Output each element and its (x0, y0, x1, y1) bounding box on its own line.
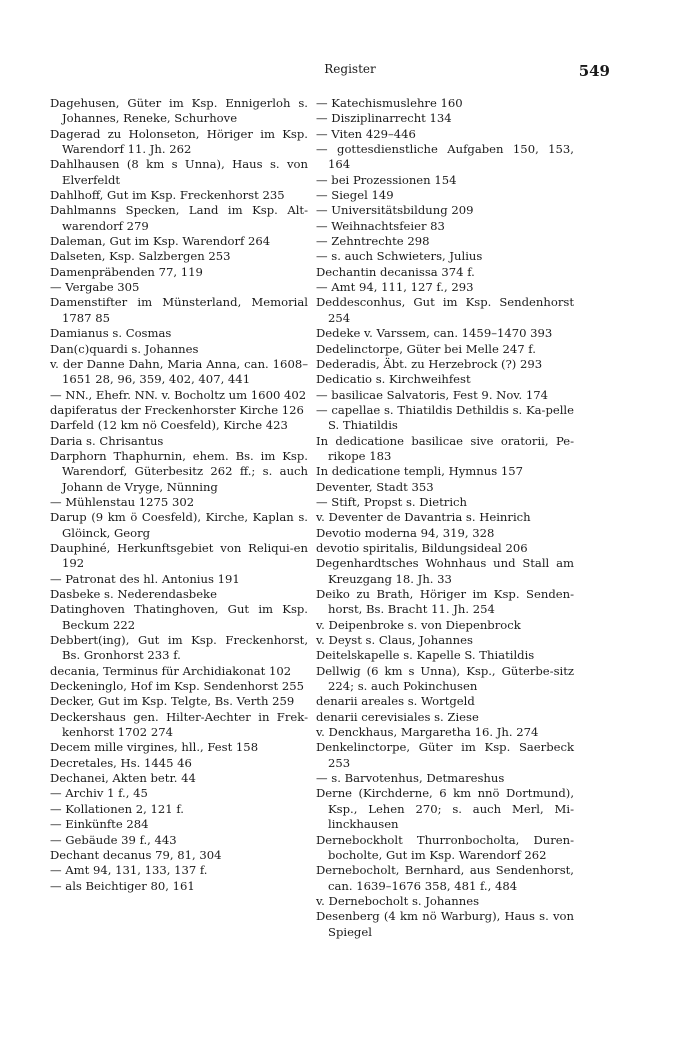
index-entry: Dernebocholt, Bernhard, aus Sendenhorst, can. 1639–1676 358, 481 f., 484 (316, 863, 574, 893)
index-entry: Dernebockholt Thurronbocholta, Duren-bocholte, Gut im Ksp. Warendorf 262 (316, 832, 574, 862)
register-column-right (316, 96, 574, 940)
register-column-left (50, 96, 308, 894)
index-entry: Dahlhausen (8 km s Unna), Haus s. von Elverfeldt (50, 157, 308, 187)
index-entry: v. Deventer de Davantria s. Heinrich (316, 510, 531, 525)
index-entry: — s. Barvotenhus, Detmareshus (316, 771, 505, 786)
index-entry: Daria s. Chrisantus (50, 433, 164, 448)
index-entry: — Siegel 149 (316, 188, 394, 203)
index-entry: dapiferatus der Freckenhorster Kirche 126 (50, 402, 304, 417)
index-entry: Damenstifter im Münsterland, Memorial 1787 85 (50, 295, 308, 325)
index-entry: — Gebäude 39 f., 443 (50, 832, 177, 847)
index-entry: Decem mille virgines, hll., Fest 158 (50, 740, 259, 755)
index-entry: Dedelinctorpe, Güter bei Melle 247 f. (316, 341, 536, 356)
index-entry: Debbert(ing), Gut im Ksp. Freckenhorst, Bs. Gronhorst 233 f. (50, 633, 308, 663)
index-entry: — Weihnachtsfeier 83 (316, 218, 445, 233)
index-entry: Dauphiné, Herkunftsgebiet von Reliqui-en 192 (50, 540, 308, 571)
index-entry: Dellwig (6 km s Unna), Ksp., Güterbe-sitz 224; s. auch Pokinchusen (316, 663, 574, 694)
index-entry: Derne (Kirchderne, 6 km nnö Dortmund), Ksp., Lehen 270; s. auch Merl, Mi-linckhausen (316, 786, 574, 832)
index-entry: Dechanei, Akten betr. 44 (50, 771, 196, 786)
index-entry: Desenberg (4 km nö Warburg), Haus s. von Spiegel (316, 909, 574, 939)
index-entry: — gottesdienstliche Aufgaben 150, 153, 164 (316, 142, 574, 172)
index-entry: — Archiv 1 f., 45 (50, 786, 148, 801)
index-entry: — Mühlenstau 1275 302 (50, 494, 195, 509)
index-entry: Degenhardtsches Wohnhaus und Stall am Kreuzgang 18. Jh. 33 (316, 556, 574, 586)
index-entry: Dechant decanus 79, 81, 304 (50, 847, 222, 862)
index-entry: Deiko zu Brath, Höriger im Ksp. Senden-horst, Bs. Bracht 11. Jh. 254 (316, 587, 574, 617)
index-entry: Dan(c)quardi s. Johannes (50, 341, 199, 356)
index-entry: — Katechismuslehre 160 (316, 96, 463, 110)
index-entry: Denkelinctorpe, Güter im Ksp. Saerbeck 253 (316, 740, 574, 770)
index-entry: Deddesconhus, Gut im Ksp. Sendenhorst 254 (316, 295, 574, 325)
index-entry: Devotio moderna 94, 319, 328 (316, 525, 495, 540)
index-entry: Dedicatio s. Kirchweihfest (316, 372, 471, 387)
index-entry: v. Deyst s. Claus, Johannes (316, 633, 473, 648)
index-entry: — Kollationen 2, 121 f. (50, 801, 184, 816)
index-entry: Dalseten, Ksp. Salzbergen 253 (50, 249, 231, 264)
index-entry: — Viten 429–446 (316, 126, 416, 141)
index-entry: — basilicae Salvatoris, Fest 9. Nov. 174 (316, 387, 548, 402)
index-entry: Dahlhoff, Gut im Ksp. Freckenhorst 235 (50, 188, 285, 203)
index-entry: Dechantin decanissa 374 f. (316, 264, 475, 279)
index-entry: v. Deipenbroke s. von Diepenbrock (316, 617, 521, 632)
index-entry: Deckershaus gen. Hilter-Aechter in Frek-kenhorst 1702 274 (50, 709, 308, 740)
index-entry: Deckeninglo, Hof im Ksp. Sendenhorst 255 (50, 679, 304, 694)
index-entry: Damenpräbenden 77, 119 (50, 264, 203, 279)
index-entry: — Amt 94, 131, 133, 137 f. (50, 863, 208, 878)
index-entry: — Disziplinarrecht 134 (316, 111, 452, 126)
index-entry: Dagehusen, Güter im Ksp. Ennigerloh s. Johannes, Reneke, Schurhove (50, 96, 308, 126)
index-entry: Dahlmanns Specken, Land im Ksp. Alt-warendorf 279 (50, 203, 308, 233)
index-entry: denarii cerevisiales s. Ziese (316, 709, 479, 724)
index-entry: — Vergabe 305 (50, 280, 140, 295)
index-entry: — capellae s. Thiatildis Dethildis s. Ka-pelle S. Thiatildis (316, 402, 574, 433)
index-entry: — NN., Ehefr. NN. v. Bocholtz um 1600 402 (50, 387, 307, 402)
index-entry: — bei Prozessionen 154 (316, 172, 457, 187)
page-header (0, 62, 700, 82)
index-entry: Decretales, Hs. 1445 46 (50, 755, 192, 770)
index-entry: Decker, Gut im Ksp. Telgte, Bs. Verth 259 (50, 694, 295, 709)
index-entry: — s. auch Schwieters, Julius (316, 249, 483, 264)
index-entry: Deitelskapelle s. Kapelle S. Thiatildis (316, 648, 535, 663)
index-entry: decania, Terminus für Archidiakonat 102 (50, 663, 292, 678)
index-entry: denarii areales s. Wortgeld (316, 694, 475, 709)
index-entry: devotio spiritalis, Bildungsideal 206 (316, 540, 528, 555)
index-entry: — Patronat des hl. Antonius 191 (50, 571, 240, 586)
index-entry: Darphorn Thaphurnin, ehem. Bs. im Ksp. Warendorf, Güterbesitz 262 ff.; s. auch Johann de Vryge, Nünning (50, 448, 308, 494)
index-entry: Datinghoven Thatinghoven, Gut im Ksp. Beckum 222 (50, 602, 308, 632)
index-entry: — Einkünfte 284 (50, 817, 149, 832)
index-entry: Dedeke v. Varssem, can. 1459–1470 393 (316, 326, 553, 341)
index-entry: Deventer, Stadt 353 (316, 479, 434, 494)
index-entry: v. Denckhaus, Margaretha 16. Jh. 274 (316, 725, 539, 740)
index-entry: Dederadis, Äbt. zu Herzebrock (?) 293 (316, 356, 543, 371)
index-entry: Darup (9 km ö Coesfeld), Kirche, Kaplan s. Glöinck, Georg (50, 510, 308, 540)
index-entry: — Zehntrechte 298 (316, 234, 430, 249)
index-entry: v. der Danne Dahn, Maria Anna, can. 1608–1651 28, 96, 359, 402, 407, 441 (50, 356, 308, 387)
index-entry: — Stift, Propst s. Dietrich (316, 494, 468, 509)
index-entry: In dedicatione basilicae sive oratorii, Pe-rikope 183 (316, 433, 574, 463)
index-entry: In dedicatione templi, Hymnus 157 (316, 464, 523, 479)
index-entry: v. Dernebocholt s. Johannes (316, 893, 480, 908)
running-head: Register (324, 62, 376, 76)
index-entry: — Universitätsbildung 209 (316, 203, 474, 218)
index-entry: Daleman, Gut im Ksp. Warendorf 264 (50, 234, 271, 249)
index-entry: — als Beichtiger 80, 161 (50, 878, 195, 893)
index-entry: — Amt 94, 111, 127 f., 293 (316, 280, 474, 295)
index-entry: Dasbeke s. Nederendasbeke (50, 587, 217, 601)
index-entry: Damianus s. Cosmas (50, 326, 172, 341)
index-entry: Dagerad zu Holonseton, Höriger im Ksp. Warendorf 11. Jh. 262 (50, 126, 308, 157)
index-entry: Darfeld (12 km nö Coesfeld), Kirche 423 (50, 418, 288, 433)
page-number: 549 (578, 62, 610, 80)
